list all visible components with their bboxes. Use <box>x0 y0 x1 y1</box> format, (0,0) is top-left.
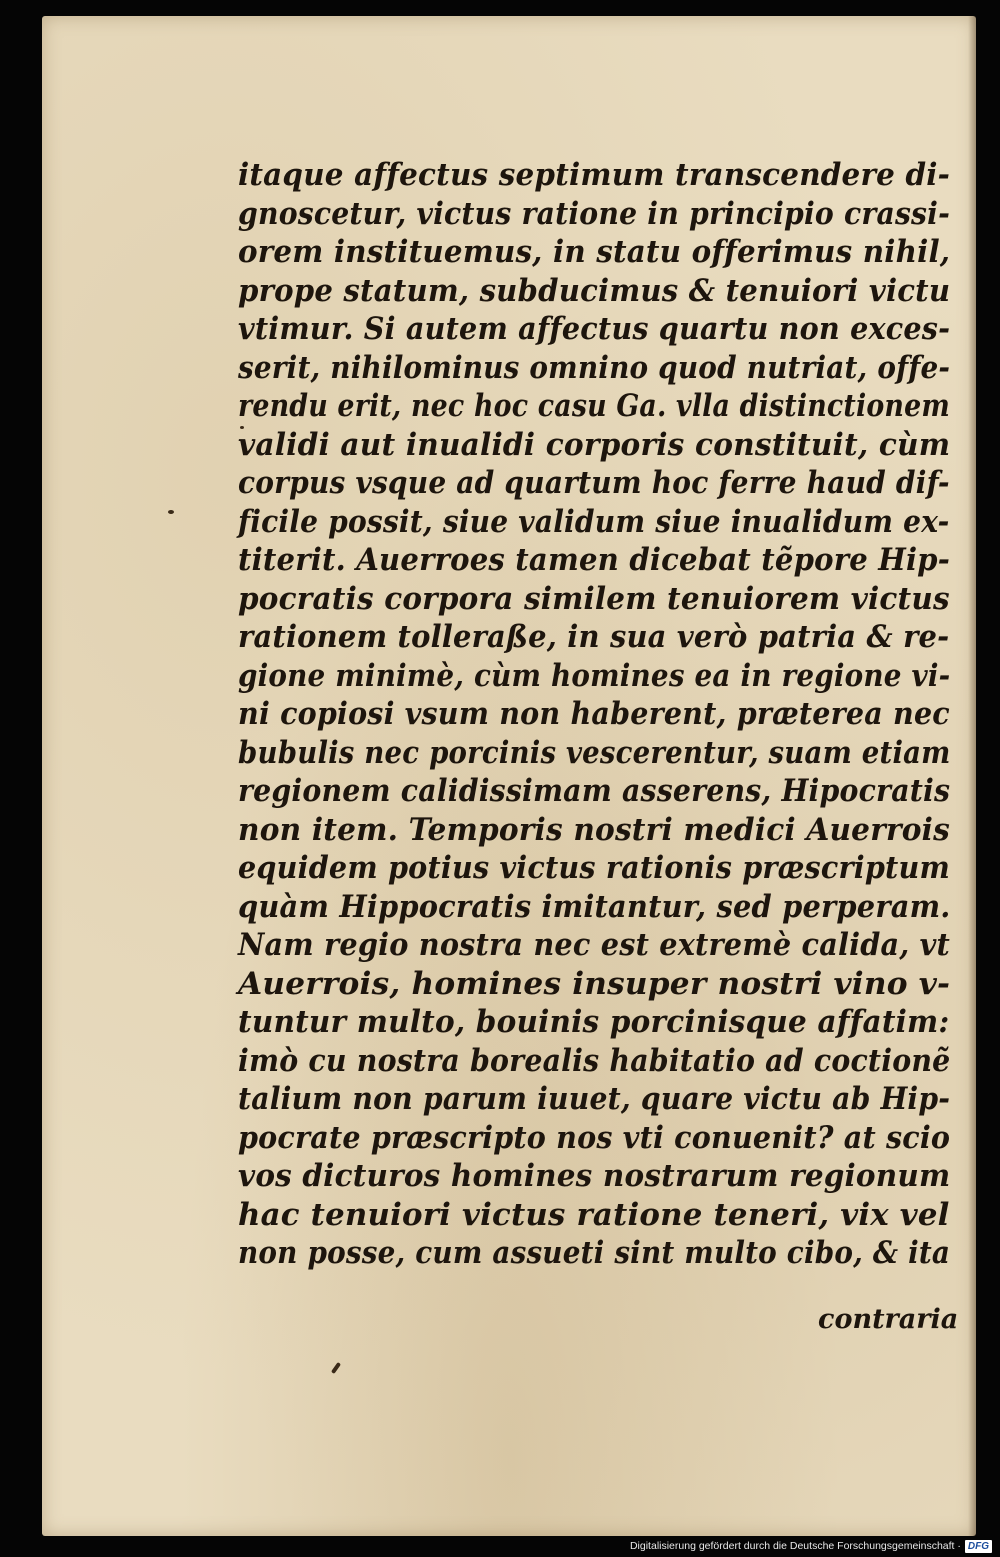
ink-speck <box>331 1362 341 1374</box>
text-line: equidem potius victus rationis præscriptum <box>238 850 950 886</box>
text-line: quàm Hippocratis imitantur, sed perperam. <box>238 888 951 925</box>
ink-speck <box>168 510 174 514</box>
text-line: Nam regio nostra nec est extremè calida, vt <box>238 927 951 963</box>
text-line: hac tenuiori victus ratione teneri, vix vel <box>238 1196 950 1233</box>
text-line: orem instituemus, in statu offerimus nihil, <box>238 234 951 270</box>
text-line: talium non parum iuuet, quare victu ab Hip- <box>238 1081 951 1117</box>
text-line: bubulis nec porcinis vescerentur, suam etiam <box>238 734 951 771</box>
text-line: itaque affectus septimum transcendere di- <box>238 157 951 193</box>
text-line: gnoscetur, victus ratione in principio crassi- <box>238 195 951 232</box>
text-line: pocratis corpora similem tenuiorem victus <box>238 580 950 617</box>
text-line: Auerrois, homines insuper nostri vino v- <box>238 965 951 1002</box>
text-line: ficile possit, siue validum siue inualidum ex- <box>238 503 950 540</box>
text-line: vtimur. Si autem affectus quartu non exces- <box>238 311 951 347</box>
text-line: pocrate præscripto nos vti conuenit? at scio <box>238 1119 951 1156</box>
text-line: regionem calidissimam asserens, Hipocratis <box>238 773 951 809</box>
body-text <box>238 156 958 1273</box>
text-line: corpus vsque ad quartum hoc ferre haud dif- <box>238 465 950 501</box>
text-line: prope statum, subducimus & tenuiori victu <box>238 272 951 309</box>
text-line: tuntur multo, bouinis porcinisque affatim: <box>238 1004 950 1040</box>
text-line: non item. Temporis nostri medici Auerrois <box>238 811 950 848</box>
catchword: contraria <box>818 1304 959 1335</box>
text-line: titerit. Auerroes tamen dicebat tẽpore Hip- <box>238 542 950 578</box>
text-line: rendu erit, nec hoc casu Ga. vlla distinctionem <box>238 388 950 424</box>
text-line: imò cu nostra borealis habitatio ad coctionẽ <box>238 1042 951 1079</box>
text-line: rationem tolleraße, in sua verò patria & re- <box>238 619 950 655</box>
text-line: serit, nihilominus omnino quod nutriat, offe- <box>238 349 951 386</box>
digitization-credit <box>630 1537 992 1555</box>
credit-text: Digitalisierung gefördert durch die Deutsche Forschungsgemeinschaft · <box>629 1540 961 1552</box>
dfg-logo: DFG <box>965 1540 992 1553</box>
text-line: gione minimè, cùm homines ea in regione vi- <box>238 657 951 694</box>
text-line: validi aut inualidi corporis constituit, cùm <box>238 426 951 463</box>
text-line: vos dicturos homines nostrarum regionum <box>238 1158 951 1194</box>
text-line: non posse, cum assueti sint multo cibo, & ita <box>238 1235 951 1271</box>
text-line: ni copiosi vsum non haberent, præterea nec <box>238 696 950 732</box>
